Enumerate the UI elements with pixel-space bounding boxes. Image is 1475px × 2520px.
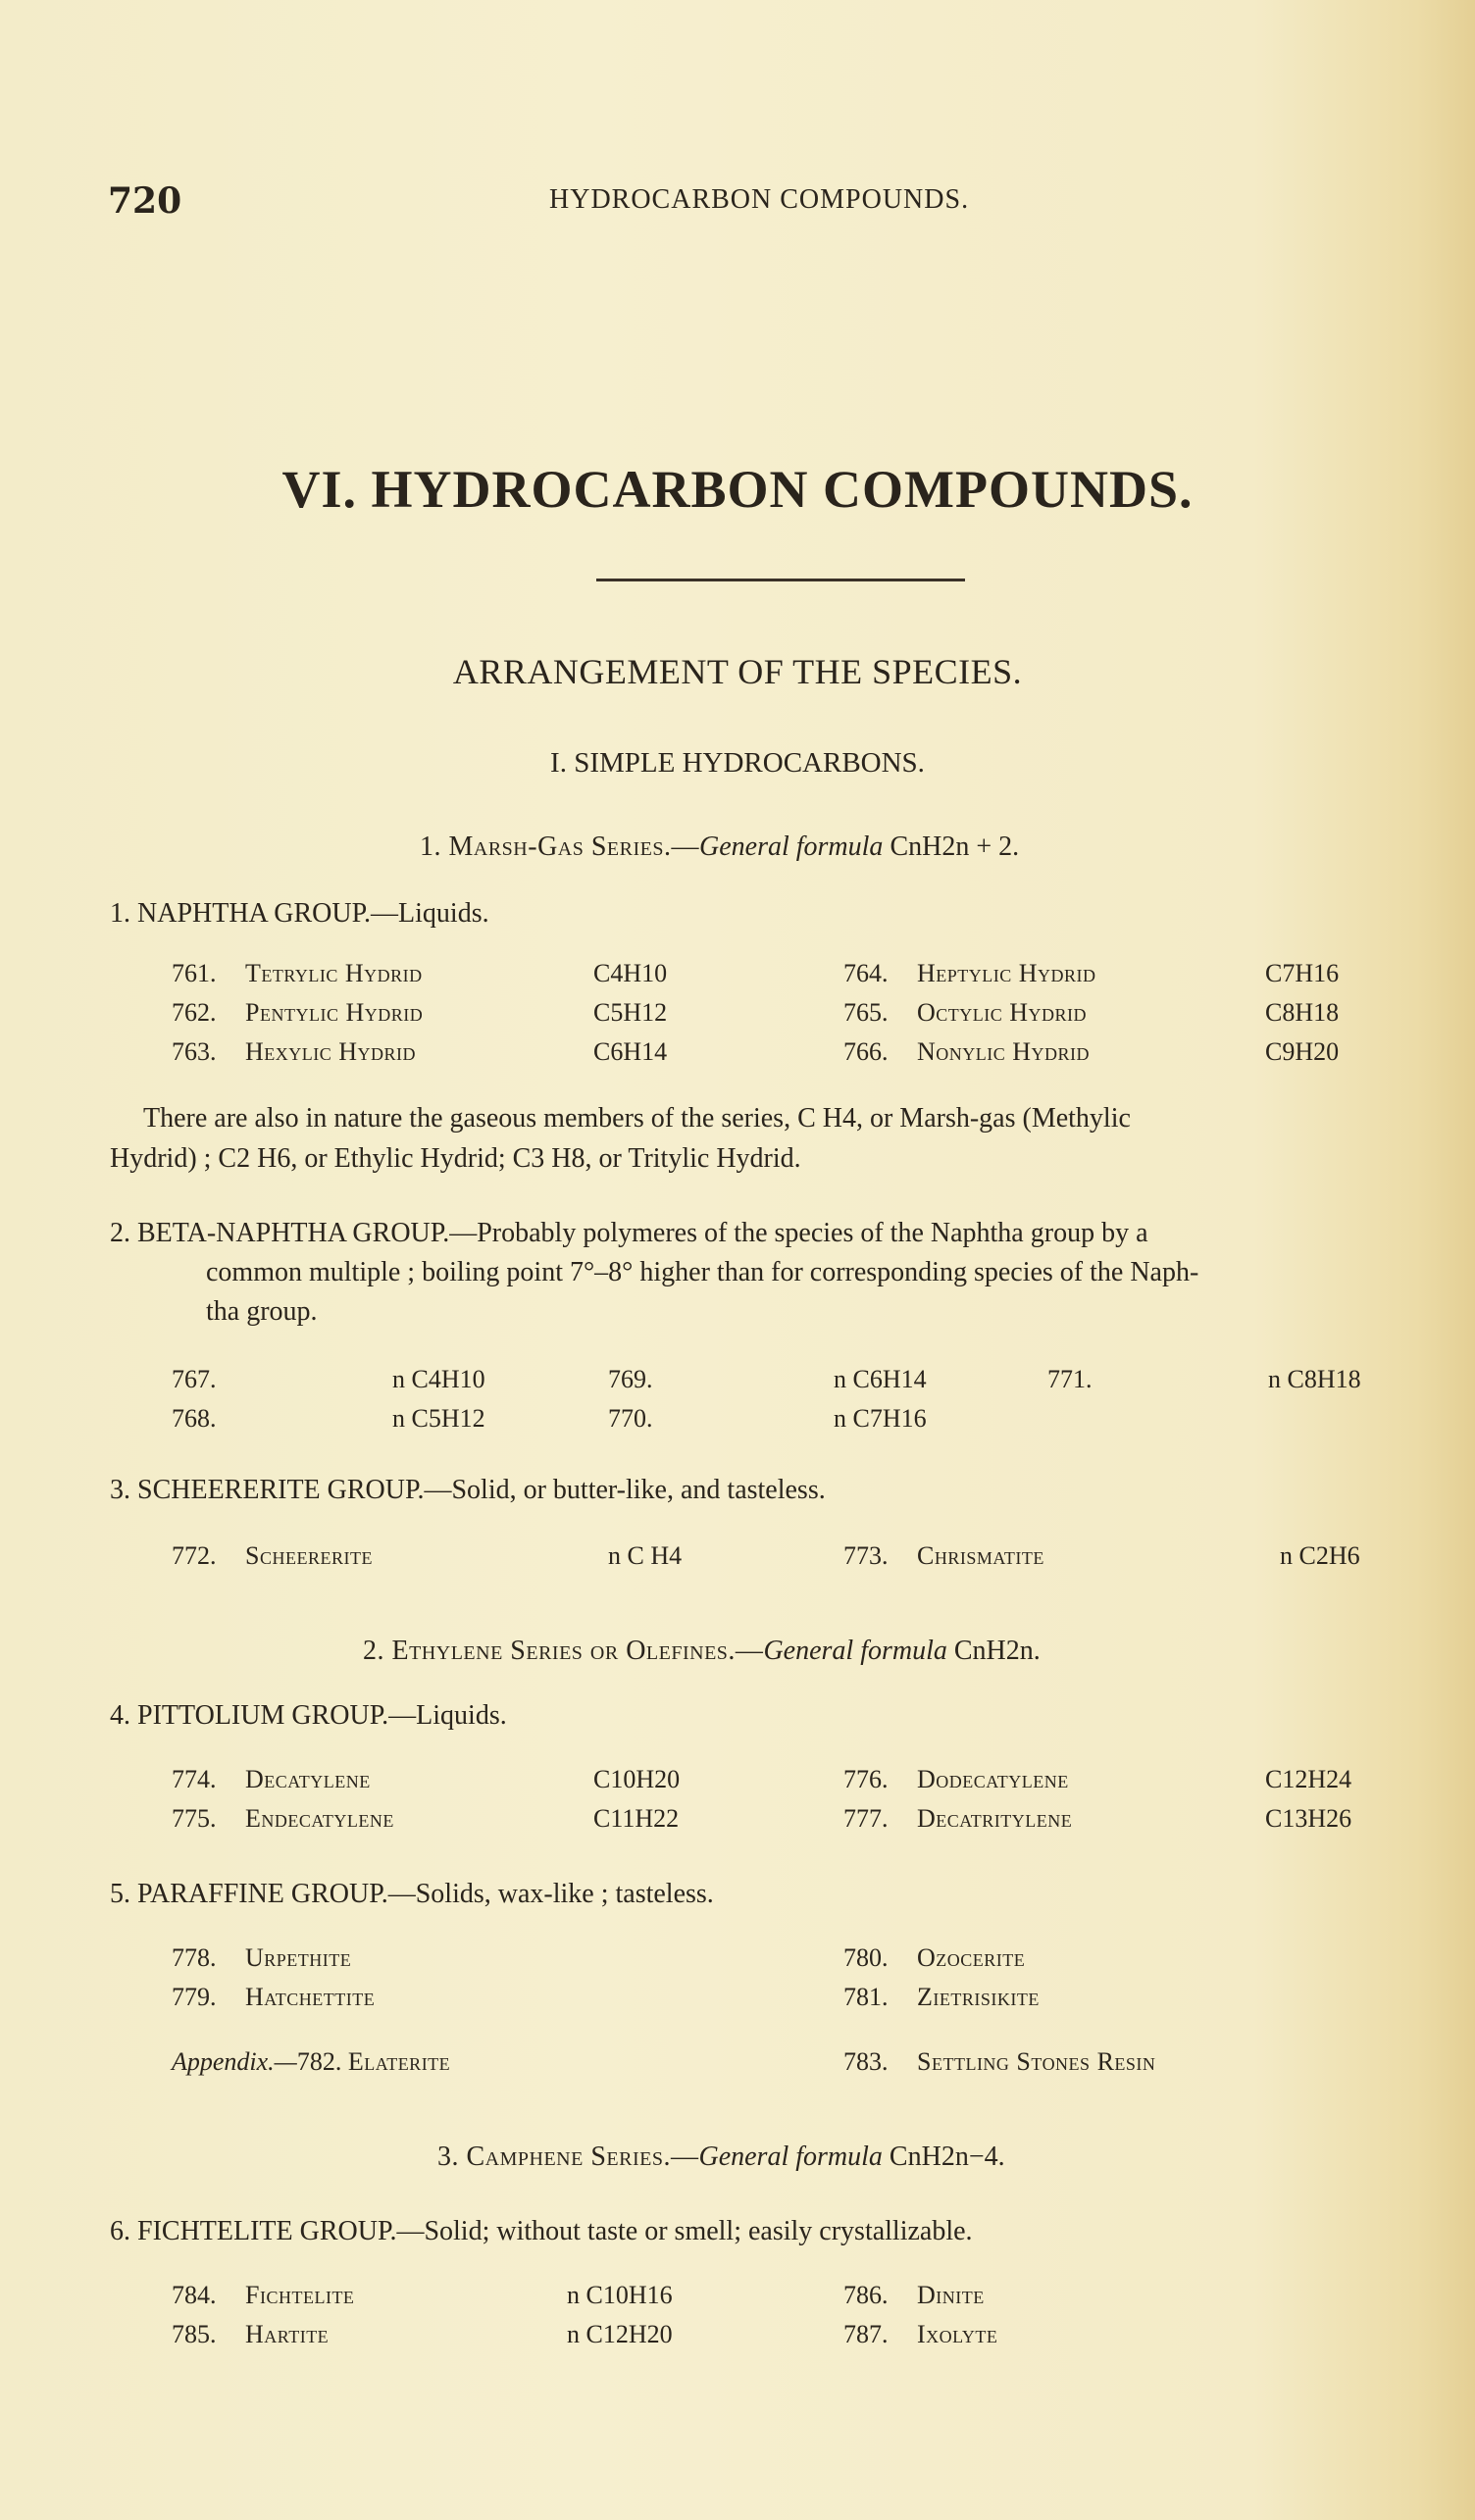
species-formula: n C8H18 xyxy=(1268,1365,1361,1393)
table-row xyxy=(0,959,1475,998)
series-formula-label: General formula xyxy=(698,2142,883,2172)
species-number: 777. xyxy=(843,1804,889,1833)
table-row xyxy=(0,1541,1475,1581)
chapter-title: VI. HYDROCARBON COMPOUNDS. xyxy=(281,460,1194,519)
series-heading-ethylene xyxy=(363,1636,1041,1667)
species-name: Ixolyte xyxy=(917,2320,998,2348)
title-rule xyxy=(596,579,965,581)
species-number: 772. xyxy=(172,1541,217,1570)
species-formula: n C H4 xyxy=(608,1541,683,1570)
species-number: 767. xyxy=(172,1365,217,1393)
species-formula: C9H20 xyxy=(1265,1037,1340,1066)
appendix-row xyxy=(0,2047,1475,2087)
table-row xyxy=(0,1943,1475,1983)
table-row xyxy=(0,1404,1475,1443)
species-formula: C4H10 xyxy=(593,959,668,987)
species-name: Endecatylene xyxy=(245,1804,394,1833)
table-row xyxy=(0,998,1475,1037)
series-formula: CnH2n. xyxy=(953,1636,1041,1666)
table-row xyxy=(0,2320,1475,2359)
species-name: Urpethite xyxy=(245,1943,352,1972)
species-name: Tetrylic Hydrid xyxy=(245,959,423,987)
species-formula: C6H14 xyxy=(593,1037,668,1066)
series-label: 1. Marsh-Gas Series.— xyxy=(420,832,699,862)
species-formula: C13H26 xyxy=(1265,1804,1352,1833)
species-number: 786. xyxy=(843,2281,889,2309)
series-label: 3. Camphene Series.— xyxy=(437,2142,699,2172)
species-formula: n C4H10 xyxy=(392,1365,485,1393)
species-number: 776. xyxy=(843,1765,889,1793)
species-number: 779. xyxy=(172,1983,217,2011)
group-heading-pittolium: 4. PITTOLIUM GROUP.—Liquids. xyxy=(110,1700,507,1731)
species-name: Zietrisikite xyxy=(917,1983,1040,2011)
table-row xyxy=(0,1765,1475,1804)
naphtha-note-line-2: Hydrid) ; C2 H6, or Ethylic Hydrid; C3 H8, or Tritylic Hydrid. xyxy=(110,1143,801,1174)
species-name: Hexylic Hydrid xyxy=(245,1037,417,1066)
species-number: 765. xyxy=(843,998,889,1027)
series-heading-marsh-gas xyxy=(420,832,1019,863)
species-number: 787. xyxy=(843,2320,889,2348)
species-formula: C11H22 xyxy=(593,1804,680,1833)
species-formula: C8H18 xyxy=(1265,998,1340,1027)
table-row xyxy=(0,1037,1475,1077)
species-name: Decatritylene xyxy=(917,1804,1073,1833)
species-name: Heptylic Hydrid xyxy=(917,959,1096,987)
species-name: Hatchettite xyxy=(245,1983,376,2011)
series-formula: CnH2n + 2. xyxy=(890,832,1020,862)
series-formula-label: General formula xyxy=(763,1636,947,1666)
group-heading-scheererite: 3. SCHEERERITE GROUP.—Solid, or butter-like, and tasteless. xyxy=(110,1475,826,1505)
species-number: 762. xyxy=(172,998,217,1027)
species-number: 780. xyxy=(843,1943,889,1972)
species-number: 769. xyxy=(608,1365,653,1393)
group-heading-naphtha: 1. NAPHTHA GROUP.—Liquids. xyxy=(110,898,489,929)
species-formula: n C6H14 xyxy=(834,1365,927,1393)
arrangement-heading: ARRANGEMENT OF THE SPECIES. xyxy=(452,652,1023,691)
species-number: 768. xyxy=(172,1404,217,1433)
species-name: Nonylic Hydrid xyxy=(917,1037,1091,1066)
species-name: Dodecatylene xyxy=(917,1765,1069,1793)
part-heading: I. SIMPLE HYDROCARBONS. xyxy=(550,747,925,779)
species-number: 781. xyxy=(843,1983,889,2011)
table-row xyxy=(0,1804,1475,1843)
species-name: Ozocerite xyxy=(917,1943,1026,1972)
species-number: 784. xyxy=(172,2281,217,2309)
group-heading-fichtelite: 6. FICHTELITE GROUP.—Solid; without taste or smell; easily crystallizable. xyxy=(110,2216,973,2246)
species-formula: C5H12 xyxy=(593,998,668,1027)
species-name: Elaterite xyxy=(347,2047,451,2076)
species-name: Pentylic Hydrid xyxy=(245,998,424,1027)
table-row xyxy=(0,1365,1475,1404)
species-name: Fichtelite xyxy=(245,2281,355,2309)
species-formula: n C5H12 xyxy=(392,1404,485,1433)
species-number: 778. xyxy=(172,1943,217,1972)
species-name: Dinite xyxy=(917,2281,985,2309)
species-number: 763. xyxy=(172,1037,217,1066)
series-formula: CnH2n−4. xyxy=(889,2142,1005,2172)
species-number: 766. xyxy=(843,1037,889,1066)
species-formula: n C12H20 xyxy=(567,2320,673,2348)
species-number: 775. xyxy=(172,1804,217,1833)
page-number: 720 xyxy=(108,180,182,222)
species-name: Hartite xyxy=(245,2320,330,2348)
species-formula: C12H24 xyxy=(1265,1765,1352,1793)
species-name: Settling Stones Resin xyxy=(917,2047,1156,2076)
series-label: 2. Ethylene Series or Olefines.— xyxy=(363,1636,764,1666)
species-number: 783. xyxy=(843,2047,889,2076)
species-number: 771. xyxy=(1047,1365,1093,1393)
species-formula: C10H20 xyxy=(593,1765,681,1793)
species-number: 770. xyxy=(608,1404,653,1433)
species-formula: n C7H16 xyxy=(834,1404,927,1433)
running-head-title: HYDROCARBON COMPOUNDS. xyxy=(549,184,970,215)
species-name: Decatylene xyxy=(245,1765,371,1793)
species-number: 761. xyxy=(172,959,217,987)
appendix-entry xyxy=(172,2047,450,2077)
table-row xyxy=(0,1983,1475,2022)
species-formula: n C10H16 xyxy=(567,2281,673,2309)
species-number: 764. xyxy=(843,959,889,987)
species-name: Scheererite xyxy=(245,1541,373,1570)
series-heading-camphene xyxy=(437,2142,1005,2173)
species-number: 785. xyxy=(172,2320,217,2348)
species-number: 782. xyxy=(296,2047,342,2076)
species-name: Chrismatite xyxy=(917,1541,1044,1570)
species-formula: C7H16 xyxy=(1265,959,1340,987)
species-name: Octylic Hydrid xyxy=(917,998,1088,1027)
group-description-line: common multiple ; boiling point 7°–8° higher than for corresponding species of the Naph- xyxy=(206,1257,1199,1287)
species-formula: n C2H6 xyxy=(1280,1541,1360,1570)
naphtha-note-line-1: There are also in nature the gaseous members of the series, C H4, or Marsh-gas (Methylic xyxy=(143,1103,1131,1134)
appendix-label: Appendix.— xyxy=(172,2047,297,2076)
group-description-line: tha group. xyxy=(206,1296,318,1327)
group-heading-beta-naphtha: 2. BETA-NAPHTHA GROUP.—Probably polymeres of the species of the Naphtha group by a xyxy=(110,1218,1148,1248)
table-row xyxy=(0,2281,1475,2320)
species-number: 774. xyxy=(172,1765,217,1793)
group-heading-paraffine: 5. PARAFFINE GROUP.—Solids, wax-like ; tasteless. xyxy=(110,1879,714,1909)
species-number: 773. xyxy=(843,1541,889,1570)
series-formula-label: General formula xyxy=(699,832,884,862)
